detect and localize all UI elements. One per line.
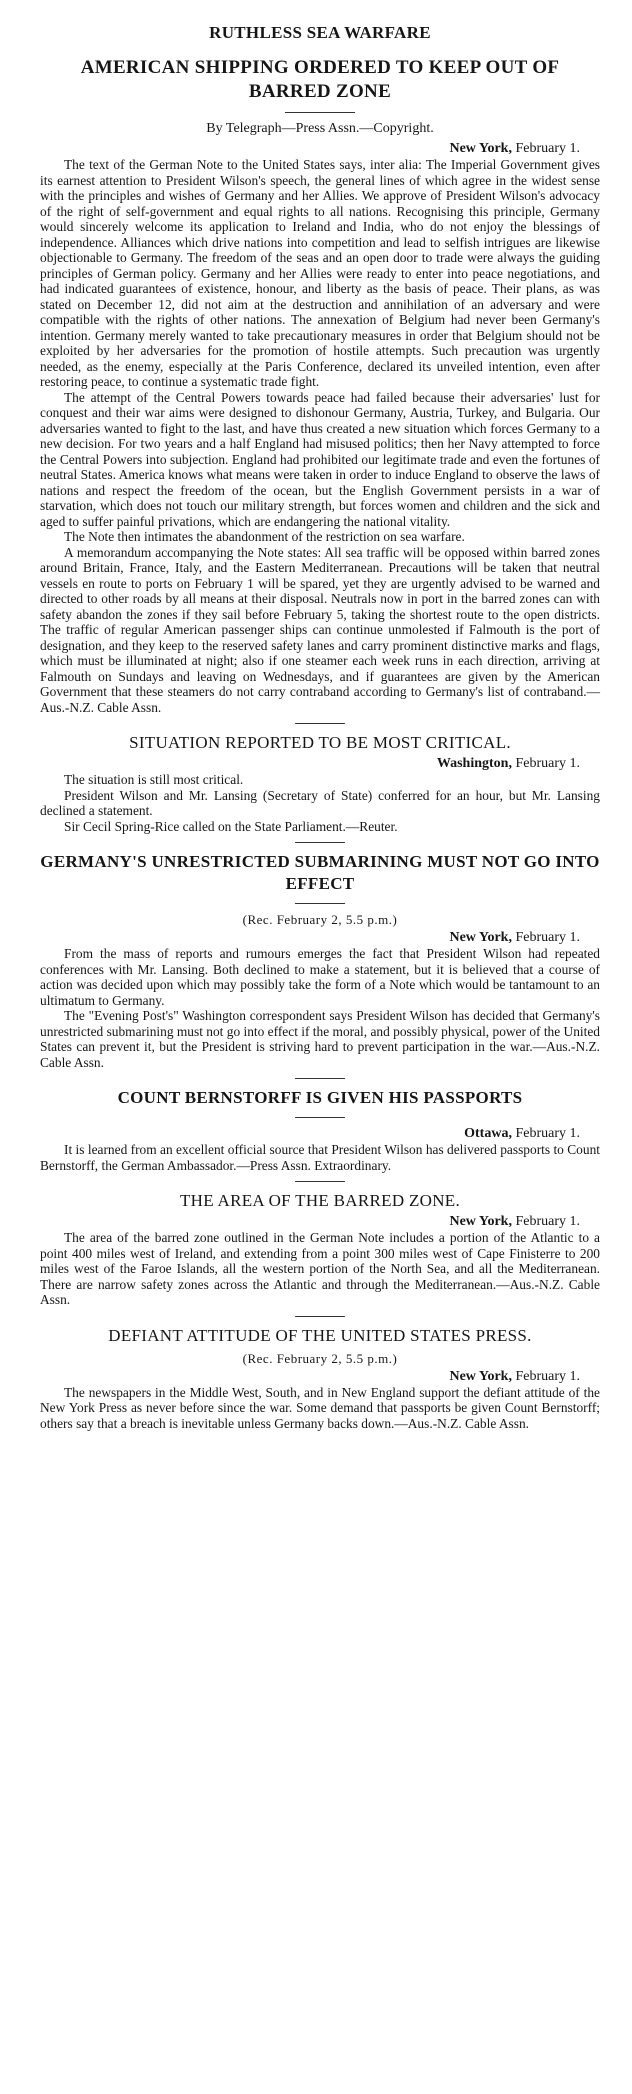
byline: By Telegraph—Press Assn.—Copyright. (206, 121, 434, 136)
paragraph: Sir Cecil Spring-Rice called on the State Parliament.—Reuter. (64, 818, 398, 834)
article-heading: DEFIANT ATTITUDE OF THE UNITED STATES PRESS. (108, 1325, 532, 1345)
headline: AMERICAN SHIPPING ORDERED TO KEEP OUT OF BARRED ZONE (80, 57, 560, 102)
paragraph: The text of the German Note to the United States says, inter alia: The Imperial Government gives its earnest attention to President Wilson's speech, the general lines of which agree in the widest sense with the principles and wishes of Germany and her Allies. We approve of President Wilson's advocacy of the right of self-government and equal rights to all nations. Recognising this principle, Germany would sincerely welcome its application to Ireland and India, who do not enjoy the blessings of independence. Alliances which drive nations into competition and lead to selfish intrigues are likewise objectionable to Germany. The freedom of the seas and an open door to trade were always the guiding principles of German policy. Germany and her Allies were ready to enter into peace negotiations, and had indicated guarantees of existence, honour, and liberty as the basis of peace. Their plans, as was stated on December 12, did not aim at the destruction and annihilation of an adversary and were compatible with the rights of other nations. The annexation of Belgium had never been Germany's intention. Germany merely wanted to take precautionary measures in order that Belgium should not be exploited by her adversaries for the promotion of hostile attempts. Such precaution was urgently needed, as the enemy, especially at the Paris Conference, declared its unveiled intention, even after restoring peace, to continue a systematic trade fight. (40, 157, 600, 389)
divider (295, 723, 345, 724)
divider (285, 112, 355, 113)
section-heading: RUTHLESS SEA WARFARE (209, 23, 431, 42)
article-heading: COUNT BERNSTORFF IS GIVEN HIS PASSPORTS (117, 1088, 523, 1107)
paragraph: The newspapers in the Middle West, South, and in New England support the defiant attitude of the New York Press as never before since the war. Some demand that passports be given Count Bernstorff; others say that a breach is inevitable unless Germany backs down.—Aus.-N.Z. Cable Assn. (40, 1384, 600, 1431)
article-passports (40, 1087, 600, 1173)
paragraph: It is learned from an excellent official source that President Wilson has delivered passports to Count Bernstorff, the German Ambassador.—Press Assn. Extraordinary. (40, 1142, 600, 1173)
article-main (40, 141, 600, 715)
paragraph: From the mass of reports and rumours emerges the fact that President Wilson had repeated conferences with Mr. Lansing. Both declined to make a statement, but it is believed that a course of action was decided upon which may possibly take the form of a Note which would be tantamount to an ultimatum to Germany. (40, 946, 600, 1008)
article-situation (40, 732, 600, 834)
divider (295, 1078, 345, 1079)
divider (295, 842, 345, 843)
paragraph: A memorandum accompanying the Note states: All sea traffic will be opposed within barred zones around Britain, France, Italy, and the Eastern Mediterranean. Precautions will be taken that neutral vessels en route to ports on February 1 will be spared, yet they are urgently advised to be warned and directed to other roads by all means at their disposal. Neutrals now in port in the barred zones can with safety abandon the zones if they sail before February 5, taking the shortest route to the open districts. The traffic of regular American passenger ships can continue unmolested if Falmouth is the port of designation, and they keep to the reserved safety lanes and carry prominent distinctive marks and flags, which must be illuminated at night; also if one steamer each week runs in each direction, arriving at Falmouth on Sundays and leaving on Wednesdays, and if guarantees are given by the American Government that these steamers do not carry contraband according to Germany's list of contraband.—Aus.-N.Z. Cable Assn. (40, 544, 600, 715)
article-heading: GERMANY'S UNRESTRICTED SUBMARINING MUST NOT GO INTO EFFECT (40, 852, 600, 893)
paragraph: The Note then intimates the abandonment of the restriction on sea warfare. (64, 529, 465, 544)
paragraph: The "Evening Post's" Washington correspondent says President Wilson has decided that Germany's unrestricted submarining must not go into effect if the moral, and possibly physical, power of the United States can prevent it, but the President is striving hard to prevent participation in the war.—Aus.-N.Z. Cable Assn. (40, 1008, 600, 1070)
dateline: Washington, February 1. (436, 756, 580, 771)
dateline: New York, February 1. (449, 930, 580, 945)
dateline: New York, February 1. (449, 1368, 580, 1384)
dateline: New York, February 1. (449, 141, 580, 156)
article-submarining (40, 851, 600, 1070)
article-barred-zone (40, 1190, 600, 1308)
paragraph: The area of the barred zone outlined in the German Note includes a portion of the Atlantic to a point 400 miles west of Ireland, and extending from a point 300 miles west of Cape Finisterre to 200 miles west of the Faroe Islands, all the western portion of the North Sea, and all the Mediterranean. There are narrow safety zones across the Atlantic and through the Mediterranean.—Aus.-N.Z. Cable Assn. (40, 1230, 600, 1307)
article-heading: THE AREA OF THE BARRED ZONE. (179, 1191, 461, 1210)
paragraph: The situation is still most critical. (64, 772, 244, 787)
divider (295, 903, 345, 904)
article-press (40, 1325, 600, 1432)
paragraph: President Wilson and Mr. Lansing (Secretary of State) conferred for an hour, but Mr. Lansing declined a statement. (40, 787, 600, 818)
divider (295, 1181, 345, 1182)
newspaper-column (40, 22, 600, 1431)
divider (295, 1316, 345, 1317)
article-heading: SITUATION REPORTED TO BE MOST CRITICAL. (129, 733, 511, 752)
divider (295, 1117, 345, 1118)
dateline: New York, February 1. (449, 1214, 580, 1229)
dateline: Ottawa, February 1. (464, 1126, 580, 1141)
received-note: (Rec. February 2, 5.5 p.m.) (242, 1350, 398, 1366)
paragraph: The attempt of the Central Powers towards peace had failed because their adversaries' lust for conquest and their war aims were designed to dishonour Germany, Austria, Turkey, and Bulgaria. Our adversaries wanted to fight to the last, and have thus created a new situation which forces Germany to a new decision. For two years and a half England had misused politics; then her Navy attempted to force the Central Powers into subjection. England had prohibited our legitimate trade and even the fortunes of neutral States. America knows what means were taken in order to induce England to observe the laws of nations and respect the freedom of the ocean, but the English Government persists in a war of starvation, which does not touch our military strength, but forces women and children and the sick and aged to suffer painful privations, which are endangering the national vitality. (40, 389, 600, 529)
received-note: (Rec. February 2, 5.5 p.m.) (242, 912, 398, 927)
